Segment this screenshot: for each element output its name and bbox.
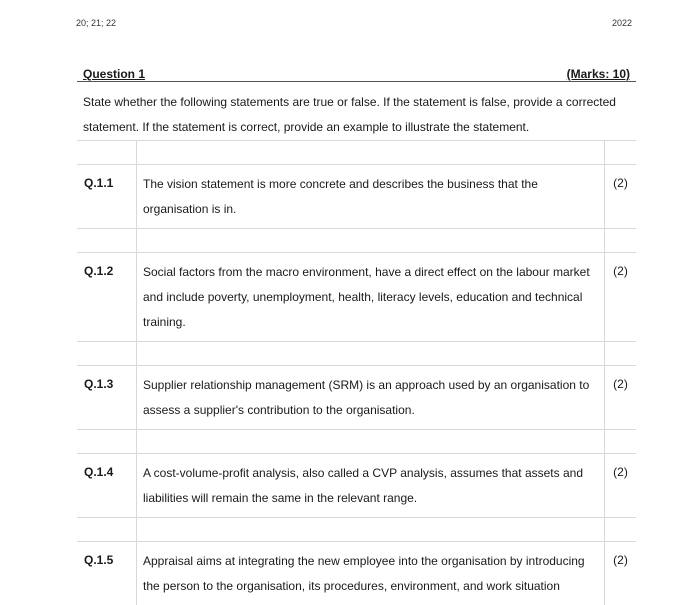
table-row — [77, 542, 636, 605]
table-spacer — [77, 141, 636, 165]
table-row — [77, 366, 636, 430]
table-row — [77, 253, 636, 342]
question-document — [77, 61, 636, 605]
item-mark: (2) — [605, 454, 637, 518]
item-statement: The vision statement is more concrete and describes the business that the organisation is in. — [137, 165, 605, 229]
item-number: Q.1.2 — [77, 253, 137, 342]
item-statement: Appraisal aims at integrating the new employee into the organisation by introducing the person to the organisation, its procedures, environment, and work situation — [137, 542, 605, 605]
item-mark: (2) — [605, 366, 637, 430]
question-instruction: State whether the following statements are true or false. If the statement is false, provide a corrected statement. If the statement is correct, provide an example to illustrate the statement. — [77, 82, 636, 140]
question-table — [77, 140, 636, 605]
table-spacer — [77, 518, 636, 542]
item-number: Q.1.3 — [77, 366, 137, 430]
header-page-range: 20; 21; 22 — [76, 18, 116, 28]
question-marks: (Marks: 10) — [567, 67, 630, 81]
header-year: 2022 — [612, 18, 632, 28]
question-title-row — [77, 61, 636, 82]
table-spacer — [77, 342, 636, 366]
item-number: Q.1.5 — [77, 542, 137, 605]
item-mark: (2) — [605, 253, 637, 342]
table-row — [77, 454, 636, 518]
item-number: Q.1.1 — [77, 165, 137, 229]
item-statement: A cost-volume-profit analysis, also called a CVP analysis, assumes that assets and liabilities will remain the same in the relevant range. — [137, 454, 605, 518]
table-spacer — [77, 229, 636, 253]
question-title: Question 1 — [83, 67, 145, 81]
table-row — [77, 165, 636, 229]
table-spacer — [77, 430, 636, 454]
item-number: Q.1.4 — [77, 454, 137, 518]
item-mark: (2) — [605, 542, 637, 605]
item-statement: Supplier relationship management (SRM) is an approach used by an organisation to assess a supplier's contribution to the organisation. — [137, 366, 605, 430]
item-mark: (2) — [605, 165, 637, 229]
item-statement: Social factors from the macro environment, have a direct effect on the labour market and include poverty, unemployment, health, literacy levels, education and technical training. — [137, 253, 605, 342]
